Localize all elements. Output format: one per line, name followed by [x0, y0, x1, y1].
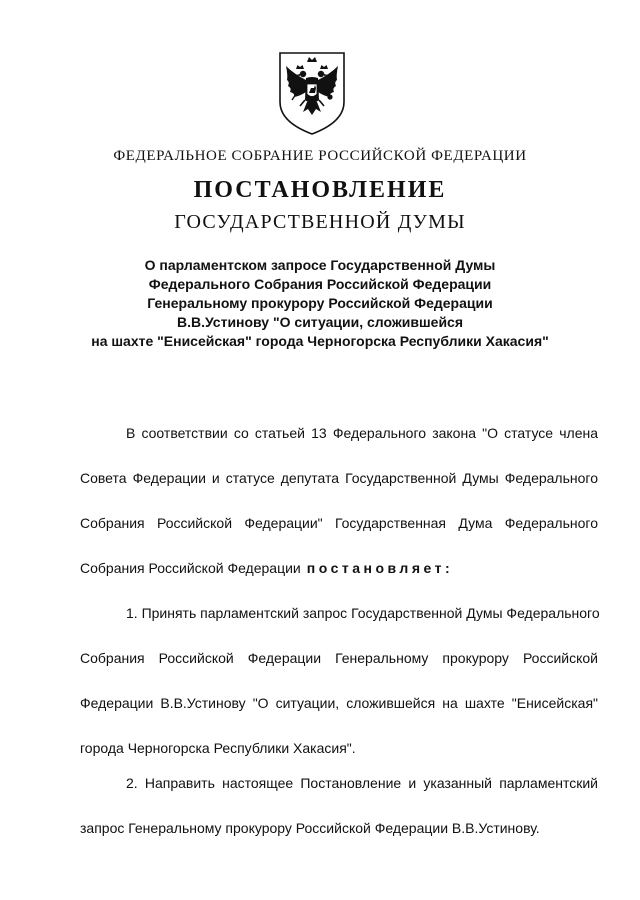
paragraph-line: [80, 558, 598, 603]
item-1-paragraph: [80, 603, 598, 783]
organization-name: ФЕДЕРАЛЬНОЕ СОБРАНИЕ РОССИЙСКОЙ ФЕДЕРАЦИИ: [113, 148, 527, 164]
subject-line: О парламентском запросе Государственной Думы: [144, 257, 496, 273]
decree-word: постановляет:: [306, 560, 454, 576]
paragraph-line-text: Собрания Российской Федерации: [80, 560, 301, 576]
paragraph-line: Собрания Российской Федерации Генеральному прокурору Российской: [80, 650, 598, 666]
item-2-paragraph: [80, 773, 598, 863]
paragraph-line: 2. Направить настоящее Постановление и указанный парламентский: [126, 775, 598, 791]
preamble-paragraph: [80, 423, 598, 603]
paragraph-line: Собрания Российской Федерации" Государственная Дума Федерального: [80, 515, 598, 531]
paragraph-line: города Черногорска Республики Хакасия".: [80, 740, 356, 756]
paragraph-line: запрос Генеральному прокурору Российской Федерации В.В.Устинову.: [80, 820, 540, 836]
paragraph-line: Федерации В.В.Устинову "О ситуации, сложившейся на шахте "Енисейская": [80, 695, 598, 711]
coat-of-arms-icon: [276, 50, 348, 136]
paragraph-line: В соответствии со статьей 13 Федерального закона "О статусе члена: [126, 425, 598, 441]
subject-line: на шахте "Енисейская" города Черногорска Республики Хакасия": [91, 333, 549, 349]
subject-line: Федерального Собрания Российской Федерации: [148, 276, 492, 292]
paragraph-line: 1. Принять парламентский запрос Государственной Думы Федерального: [126, 605, 600, 621]
subject-line: Генеральному прокурору Российской Федерации: [147, 295, 493, 311]
paragraph-line: Совета Федерации и статусе депутата Государственной Думы Федерального: [80, 470, 598, 486]
document-type: ПОСТАНОВЛЕНИЕ: [193, 177, 447, 203]
document-subject: [40, 256, 600, 351]
document-issuer: ГОСУДАРСТВЕННОЙ ДУМЫ: [174, 211, 466, 233]
subject-line: В.В.Устинову "О ситуации, сложившейся: [176, 314, 464, 330]
